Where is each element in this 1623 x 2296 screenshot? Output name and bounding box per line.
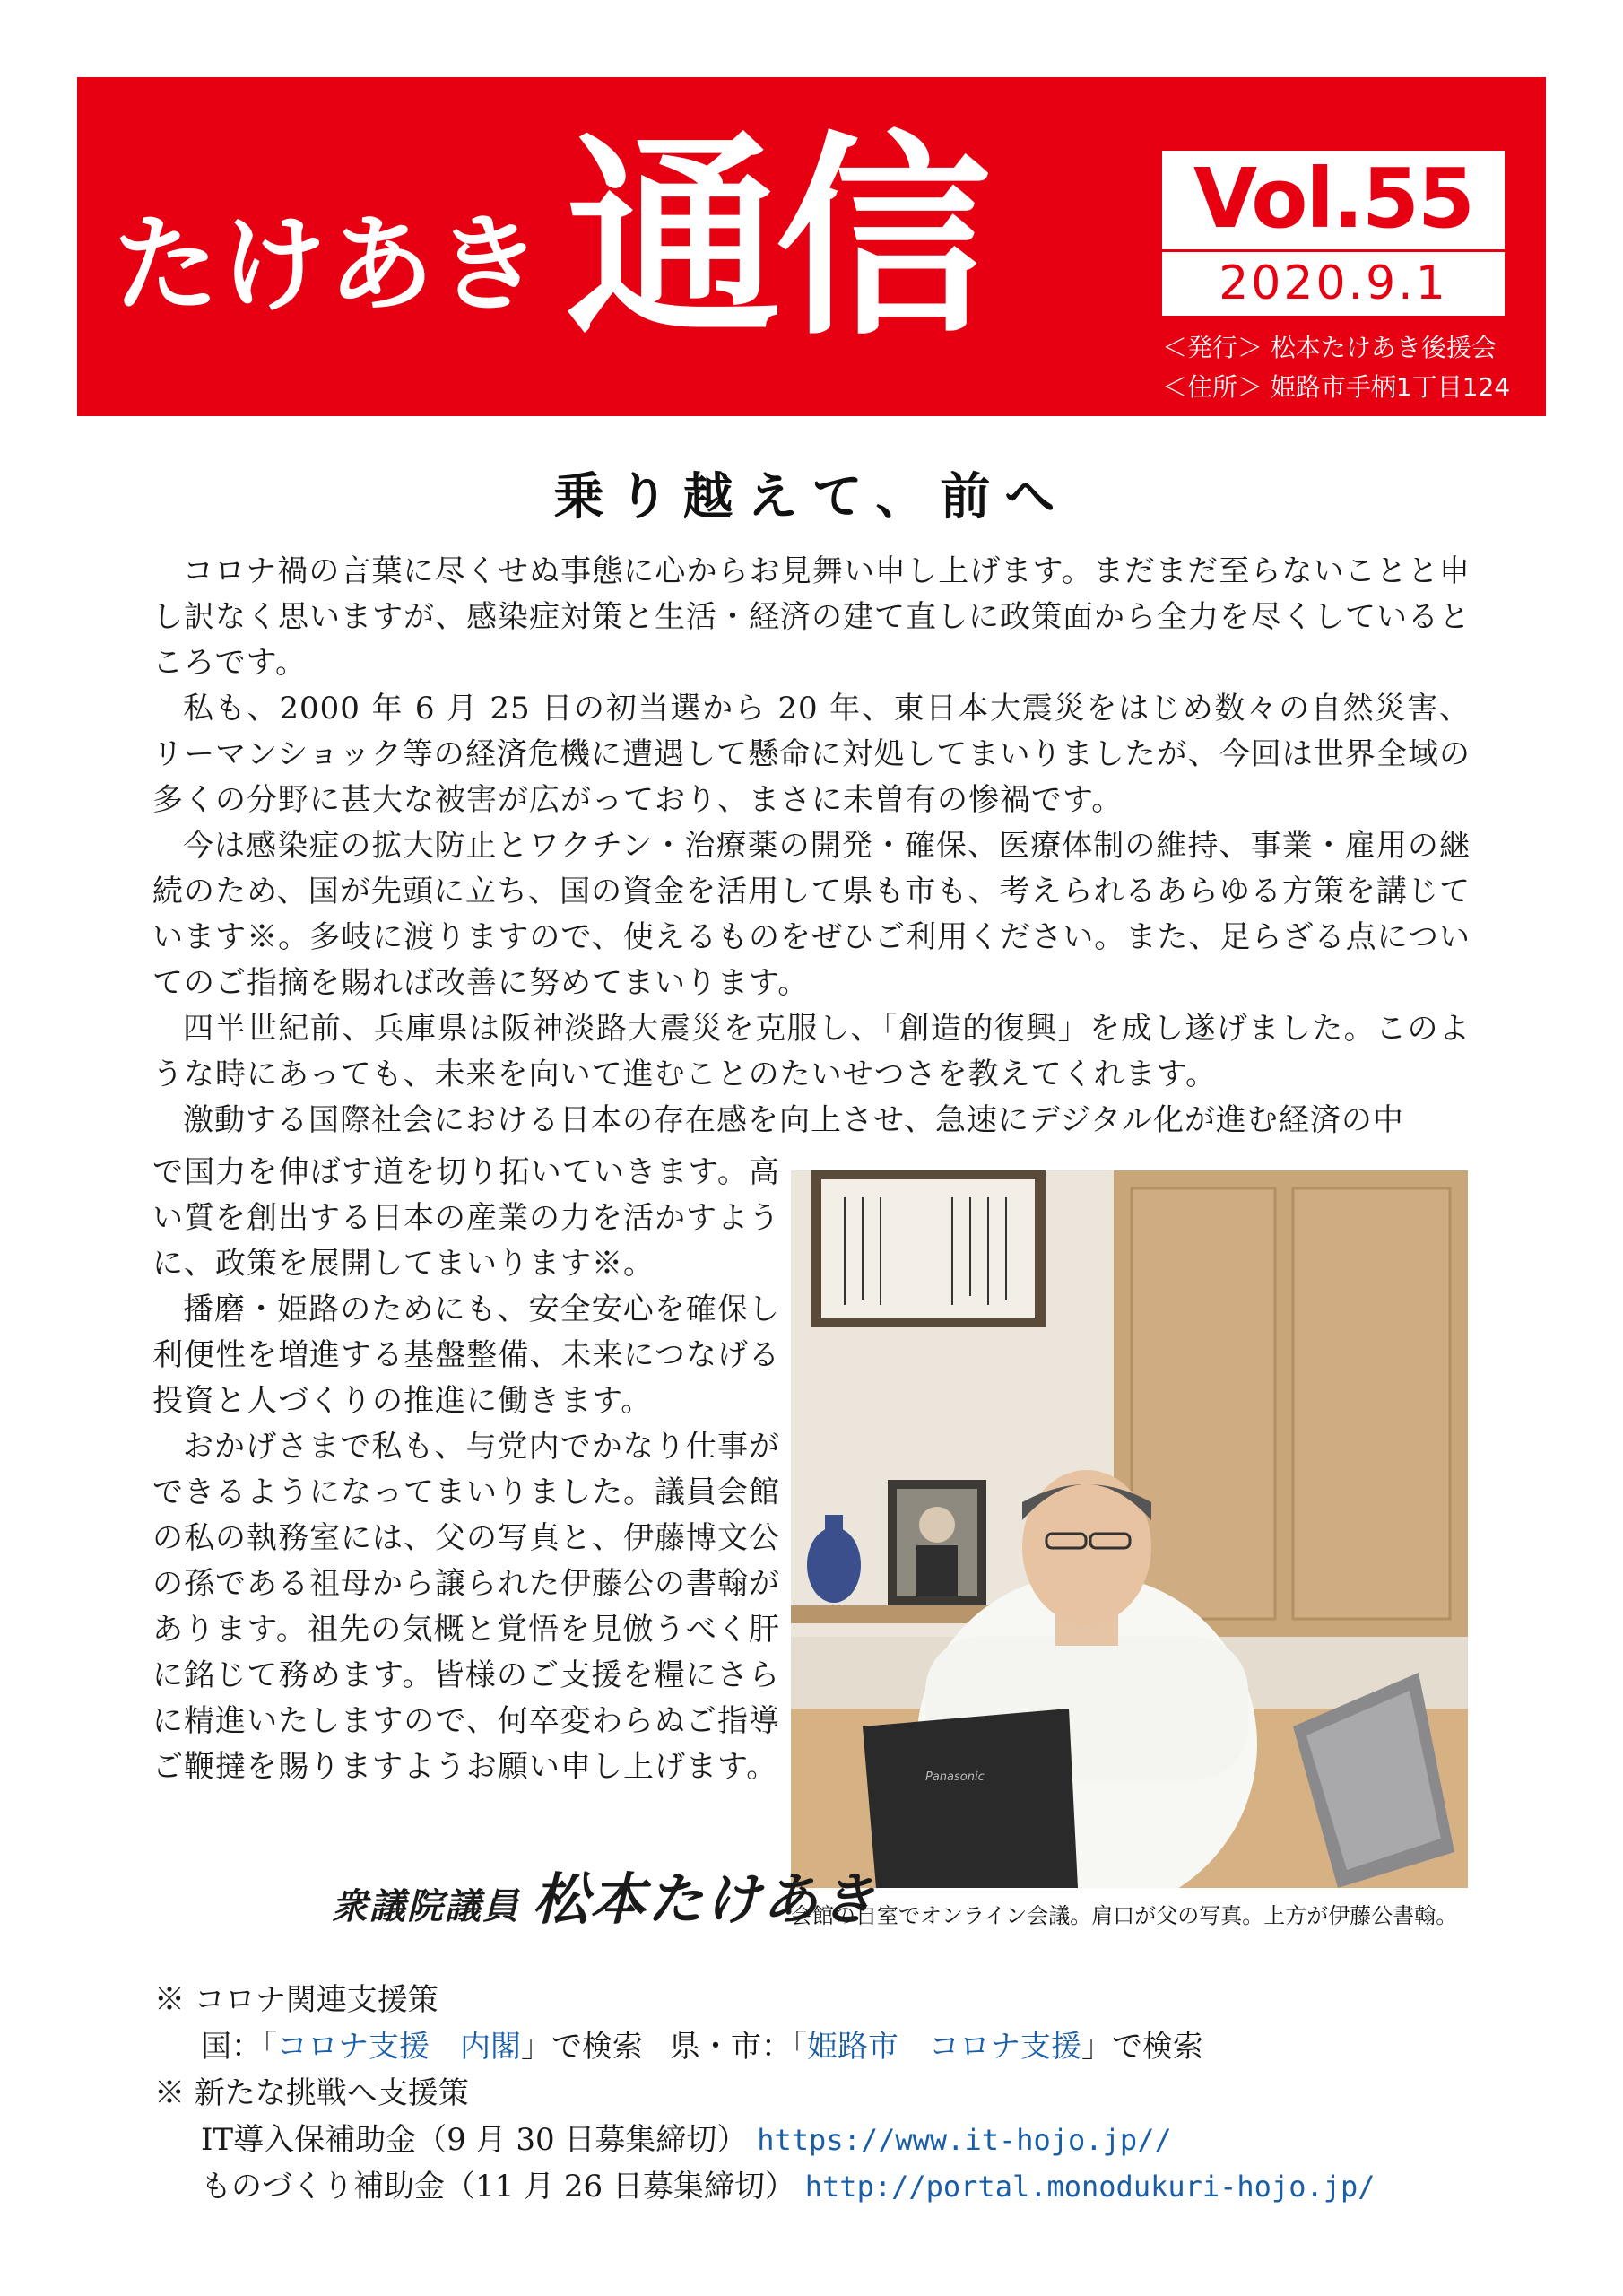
national-suffix: 」で検索 [521, 2029, 643, 2065]
newsletter-title-big: 通信 [566, 113, 986, 364]
header-banner [77, 77, 1546, 416]
subsidy-link[interactable]: http://portal.monodukuri-hojo.jp/ [804, 2170, 1376, 2204]
signature [332, 1855, 877, 1935]
footnotes [154, 1977, 1499, 2210]
publisher-line: ＜発行＞ 松本たけあき後援会 [1162, 333, 1497, 362]
issue-date: 2020.9.1 [1219, 257, 1448, 310]
volume-box [1162, 151, 1505, 316]
note-heading: ※ コロナ関連支援策 [154, 1982, 438, 2018]
newsletter-title-small: たけあき [113, 203, 544, 326]
subsidy-link[interactable]: https://www.it-hojo.jp// [757, 2123, 1172, 2157]
office-photo-illustration [791, 1170, 1468, 1888]
note-heading: ※ 新たな挑戦へ支援策 [154, 2075, 469, 2111]
local-suffix: 」で検索 [1081, 2029, 1203, 2065]
subsidy-row-monodukuri [154, 2163, 1499, 2210]
signature-title: 衆議院議員 [332, 1885, 520, 1927]
address-line: ＜住所＞ 姫路市手柄1丁目124 [1162, 372, 1511, 402]
paragraph: 激動する国際社会における日本の存在感を向上させ、急速にデジタル化が進む経済の中 [183, 1102, 1404, 1138]
subsidy-row-it [154, 2117, 1499, 2163]
laptop-brand-label: Panasonic [925, 1770, 985, 1784]
national-search-term[interactable]: コロナ支援 内閣 [277, 2029, 521, 2065]
article-body-full [152, 549, 1471, 1144]
subsidy-label: ものづくり補助金（11 月 26 日募集締切） [201, 2169, 795, 2205]
paragraph: 今は感染症の拡大防止とワクチン・治療薬の開発・確保、医療体制の維持、事業・雇用の継続のため、国が先頭に立ち、国の資金を活用して県も市も、考えられるあらゆる方策を講じています※。多岐に渡りますので、使えるものをぜひご利用ください。また、足らざる点についてのご指摘を賜れば改善に努めてまいります。 [152, 828, 1471, 1001]
paragraph: 四半世紀前、兵庫県は阪神淡路大震災を克服し、「創造的復興」を成し遂げました。このような時にあっても、未来を向いて進むことのたいせつさを教えてくれます。 [152, 1011, 1471, 1092]
national-prefix: 国：「 [201, 2029, 277, 2065]
search-hints-row [154, 2023, 1499, 2070]
paragraph: コロナ禍の言葉に尽くせぬ事態に心からお見舞い申し上げます。まだまだ至らないことと申し訳なく思いますが、感染症対策と生活・経済の建て直しに政策面から全力を尽くしているところです。 [152, 553, 1471, 681]
subsidy-label: IT導入保補助金（9 月 30 日募集締切） [201, 2122, 748, 2158]
headline: 乗り越えて、前へ [553, 467, 1070, 526]
volume-number: Vol.55 [1193, 151, 1473, 247]
paragraph: おかげさまで私も、与党内でかなり仕事ができるようになってまいりました。議員会館の私の執務室には、父の写真と、伊藤博文公の孫である祖母から譲られた伊藤公の書翰があります。祖先の気概と覚悟を見倣うべく肝に銘じて務めます。皆様のご支援を糧にさらに精進いたしますので、何卒変わらぬご指導ご鞭撻を賜りますようお願い申し上げます。 [152, 1429, 780, 1785]
paragraph-continuation: で国力を伸ばす道を切り拓いていきます。高い質を創出する日本の産業の力を活かすように、政策を展開してまいります※。 [152, 1154, 780, 1282]
local-search-term[interactable]: 姫路市 コロナ支援 [807, 2029, 1081, 2065]
paragraph: 播磨・姫路のためにも、安全安心を確保し利便性を増進する基盤整備、未来につなげる投資と人づくりの推進に働きます。 [152, 1292, 780, 1419]
signature-name: 松本たけあき [533, 1866, 878, 1932]
volume-divider [1162, 249, 1505, 252]
publisher-info [1162, 328, 1510, 407]
article-body-left [152, 1150, 780, 1790]
photo-caption: 会館の自室でオンライン会議。肩口が父の写真。上方が伊藤公書翰。 [791, 1903, 1458, 1928]
office-photo [791, 1170, 1468, 1888]
local-prefix: 県・市：「 [670, 2029, 807, 2065]
paragraph: 私も、2000 年 6 月 25 日の初当選から 20 年、東日本大震災をはじめ数々の自然災害、リーマンショック等の経済危機に遭遇して懸命に対処してまいりましたが、今回は世界全域の多くの分野に甚大な被害が広がっており、まさに未曽有の惨禍です。 [152, 691, 1471, 818]
